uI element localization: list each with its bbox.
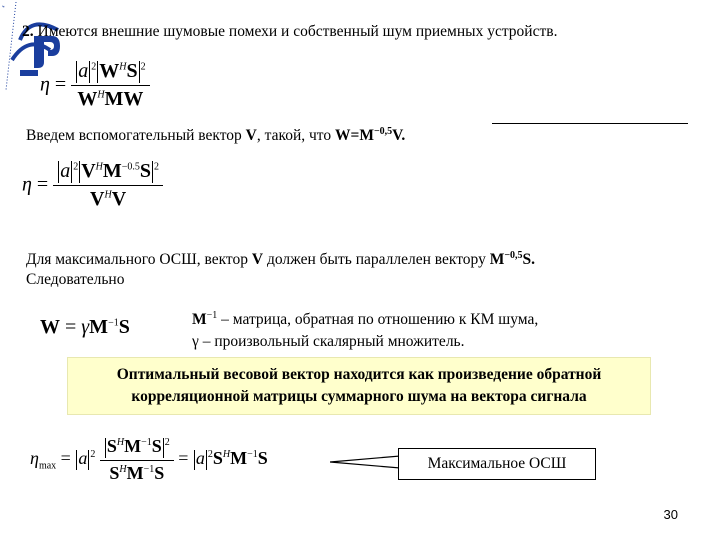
intro-text: Введем вспомогательный вектор xyxy=(26,127,242,144)
parallel-v: V xyxy=(251,251,264,268)
parallel-m: M xyxy=(489,251,505,268)
vector-v: V xyxy=(245,127,257,144)
note-gamma: γ – произвольный скалярный множитель. xyxy=(192,333,465,350)
vector-v-end: V. xyxy=(392,127,406,144)
note-exp: −1 xyxy=(206,309,218,321)
w-equals-m: W=M xyxy=(335,127,374,144)
callout-pointer xyxy=(330,455,402,469)
highlight-box xyxy=(67,357,651,415)
intro-line xyxy=(26,126,405,146)
formula-w: $W = \gamma M^{-1}S$ xyxy=(40,316,130,338)
therefore-line: Следовательно xyxy=(26,271,125,288)
formula-eta-1: η = $\frac{a ^2 W^HS ^2}{W^HMW}$ xyxy=(40,60,150,111)
formula-eta-2: η = $\frac{a ^2 V^HM^{-0.5}S ^2}{V^HV}$ xyxy=(22,160,163,211)
parallel-text-a: Для максимального ОСШ, вектор xyxy=(26,251,248,268)
note-inverse-text: – матрица, обратная по отношению к КМ шума, xyxy=(221,311,539,328)
divider-line xyxy=(492,123,688,124)
parallel-exp: −0,5 xyxy=(504,249,523,261)
heading-text: Имеются внешние шумовые помехи и собственный шум приемных устройств. xyxy=(37,23,558,40)
callout-max-snr: Максимальное ОСШ xyxy=(398,448,596,480)
note-m: M xyxy=(192,311,207,328)
exponent: −0,5 xyxy=(373,125,393,137)
parallel-s: S. xyxy=(522,251,536,268)
parallel-line xyxy=(26,250,535,270)
parallel-text-b: должен быть параллелен вектору xyxy=(266,251,486,268)
highlight-line-2: корреляционной матрицы суммарного шума на вектора сигнала xyxy=(131,388,587,405)
formula-eta-max: $\eta_{max} = a$ $^2$ $\frac{S^HM^{-1}S ^2}{S^HM^{-1}S}$ = a $^2S^HM^{-1}S$ xyxy=(30,436,268,483)
page-number: 30 xyxy=(663,507,678,522)
intro-mid: , такой, что xyxy=(256,127,332,144)
heading-number: 2. xyxy=(22,23,34,40)
svg-text:x: x xyxy=(0,4,6,9)
highlight-line-1: Оптимальный весовой вектор находится как произведение обратной xyxy=(116,366,602,383)
note-inverse xyxy=(192,310,538,330)
heading xyxy=(22,22,557,42)
